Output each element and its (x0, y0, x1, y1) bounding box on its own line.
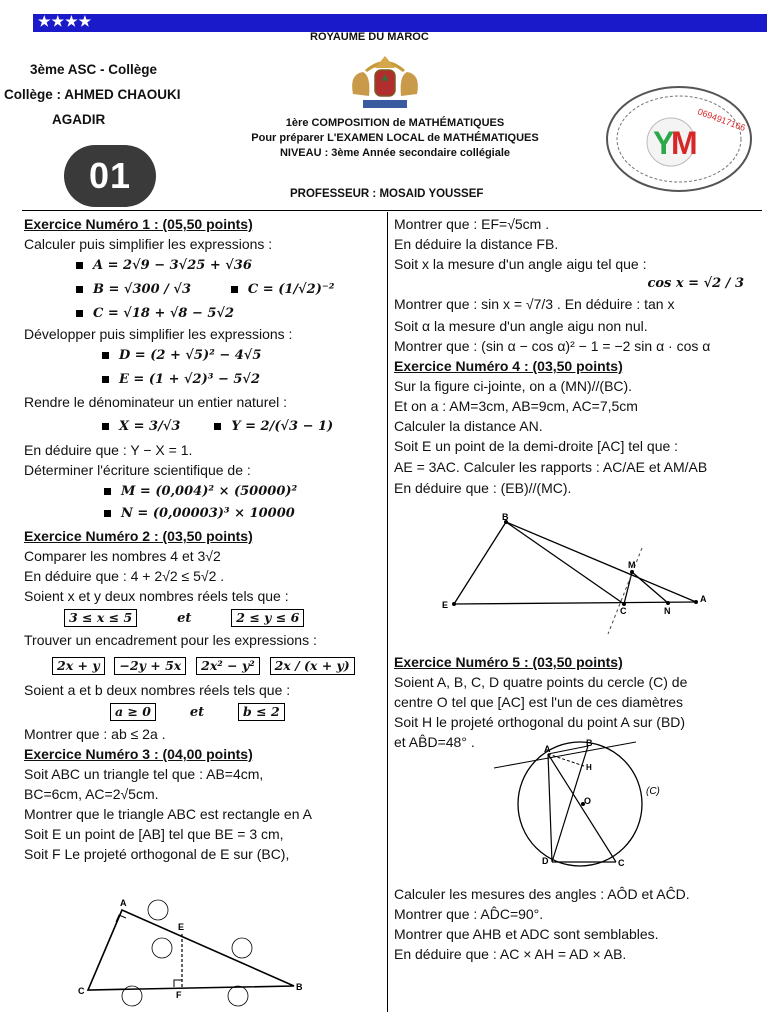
ex3-line-1: Soit ABC un triangle tel que : AB=4cm, (24, 766, 264, 782)
right-column-lower (394, 652, 764, 752)
ex5-line-1: Soient A, B, C, D quatre points du cercle (C) de (394, 674, 688, 690)
svg-text:0694917166: 0694917166 (696, 106, 747, 134)
bullet-icon (214, 423, 221, 430)
ex1-expr-M: M = (0,004)² × (50000)² (121, 484, 298, 499)
bullet-icon (102, 352, 109, 359)
stars-rating: ★★★★ (38, 13, 93, 29)
ex3-cont-line-2: En déduire la distance FB. (394, 236, 559, 252)
bullet-icon (104, 510, 111, 517)
class-level: 3ème ASC - Collège (30, 62, 158, 77)
exercise-1-title: Exercice Numéro 1 : (05,50 points) (24, 216, 253, 232)
ex4-line-1: Sur la figure ci-jointe, on a (MN)//(BC). (394, 378, 633, 394)
label-A: A (120, 898, 127, 908)
teacher-stamp-logo (605, 84, 753, 194)
ex1-expr-C2: C = √18 + √8 − 5√2 (93, 306, 235, 321)
ex1-expr-B: B = √300 / √3 (93, 282, 192, 297)
city-name: AGADIR (52, 112, 106, 127)
ex2-condition-b: b ≤ 2 (238, 703, 285, 721)
ex1-instruction-5: Déterminer l'écriture scientifique de : (24, 462, 251, 478)
right-column-bottom (394, 884, 764, 964)
ex1-instruction-2: Développer puis simplifier les expressions : (24, 326, 293, 342)
ex3-line-5: Soit F Le projeté orthogonal de E sur (BC), (24, 846, 290, 862)
bullet-icon (76, 262, 83, 269)
label-A: A (544, 744, 551, 754)
ex2-condition-x: 3 ≤ x ≤ 5 (64, 609, 137, 627)
label-D: D (542, 856, 549, 866)
label-E: E (178, 922, 185, 932)
level-title: NIVEAU : 3ème Année secondaire collégiale (279, 147, 511, 159)
kingdom-title: ROYAUME DU MAROC (310, 31, 429, 43)
ex2-expr-2: −2y + 5x (114, 657, 186, 675)
exercise-4-title: Exercice Numéro 4 : (03,50 points) (394, 358, 623, 374)
exercise-5-title: Exercice Numéro 5 : (03,50 points) (394, 654, 623, 670)
bullet-icon (102, 423, 109, 430)
ex2-line-5: Soient a et b deux nombres réels tels que : (24, 682, 291, 698)
header-divider (22, 210, 762, 211)
ex3-line-2: BC=6cm, AC=2√5cm. (24, 786, 159, 802)
ex1-instruction-4: En déduire que : Y − X = 1. (24, 442, 193, 458)
ex2-line-4: Trouver un encadrement pour les expressions : (24, 632, 317, 648)
ex3-cont-line-4: Montrer que : sin x = √7/3 . En déduire : tan x (394, 296, 675, 312)
top-color-bar (33, 14, 767, 32)
ex2-expr-4: 2x / (x + y) (270, 657, 355, 675)
label-N: N (664, 606, 671, 616)
ex3-triangle-figure (70, 894, 320, 1014)
ex3-cont-line-5: Soit α la mesure d'un angle aigu non nul. (394, 318, 648, 334)
right-column (394, 214, 764, 498)
label-M: M (628, 560, 636, 570)
ex4-line-4: Soit E un point de la demi-droite [AC] tel que : (394, 438, 679, 454)
svg-text:Y: Y (653, 125, 675, 161)
ex2-and-2: et (189, 705, 205, 720)
ex1-expr-D: D = (2 + √5)² − 4√5 (119, 348, 262, 363)
ex1-expr-X: X = 3/√3 (119, 419, 181, 434)
ex1-expr-C1: C = (1/√2)⁻² (247, 282, 335, 297)
ex5-line-3: Soit H le projeté orthogonal du point A sur (BD) (394, 714, 686, 730)
ex1-expr-E: E = (1 + √2)³ − 5√2 (119, 372, 261, 387)
left-column (24, 214, 384, 864)
bullet-icon (104, 488, 111, 495)
label-A: A (700, 594, 707, 604)
coat-of-arms-icon (345, 50, 425, 112)
svg-text:M: M (671, 125, 698, 161)
ex2-line-1: Comparer les nombres 4 et 3√2 (24, 548, 221, 564)
label-H: H (586, 763, 592, 772)
label-C: C (620, 606, 627, 616)
column-divider (387, 212, 388, 1012)
composition-title: 1ère COMPOSITION de MATHÉMATIQUES (285, 117, 505, 129)
ex5-line-7: Montrer que AHB et ADC sont semblables. (394, 926, 659, 942)
ex5-line-8: En déduire que : AC × AH = AD × AB. (394, 946, 627, 962)
ex2-expr-3: 2x² − y² (196, 657, 260, 675)
ex4-line-5: AE = 3AC. Calculer les rapports : AC/AE et AM/AB (394, 459, 708, 475)
ex4-triangle-figure (438, 510, 718, 640)
ex5-line-4: et AB̂D=48° . (394, 734, 475, 750)
bullet-icon (76, 310, 83, 317)
label-B: B (586, 738, 593, 748)
ex2-line-2: En déduire que : 4 + 2√2 ≤ 5√2 . (24, 568, 225, 584)
exam-title: Pour préparer L'EXAMEN LOCAL de MATHÉMATIQUES (251, 132, 539, 144)
ex5-line-2: centre O tel que [AC] est l'un de ces diamètres (394, 694, 684, 710)
exam-number-badge: 01 (64, 145, 156, 207)
professor-name: PROFESSEUR : MOSAID YOUSSEF (290, 188, 484, 200)
label-F: F (176, 990, 182, 1000)
label-O: O (584, 796, 592, 806)
label-B: B (296, 982, 303, 992)
ex3-cont-line-6: Montrer que : (sin α − cos α)² − 1 = −2 sin α · cos α (394, 338, 711, 354)
ex1-expr-Y: Y = 2/(√3 − 1) (231, 419, 334, 434)
ex2-and: et (177, 611, 192, 626)
ex3-line-3: Montrer que le triangle ABC est rectangle en A (24, 806, 312, 822)
label-B: B (502, 512, 509, 522)
ex4-line-3: Calculer la distance AN. (394, 418, 543, 434)
ex1-expr-A: A = 2√9 − 3√25 + √36 (93, 258, 252, 273)
ex2-expr-1: 2x + y (52, 657, 105, 675)
label-E: E (442, 600, 449, 610)
ex2-line-6: Montrer que : ab ≤ 2a . (24, 726, 166, 742)
ex3-line-4: Soit E un point de [AB] tel que BE = 3 cm, (24, 826, 284, 842)
label-C: C (618, 858, 625, 868)
bullet-icon (102, 376, 109, 383)
ex5-circle-figure (488, 738, 668, 874)
ex1-expr-N: N = (0,00003)³ × 10000 (121, 506, 295, 521)
label-C: C (78, 986, 85, 996)
ex3-cont-line-1: Montrer que : EF=√5cm . (394, 216, 550, 232)
ex3-cont-line-3: Soit x la mesure d'un angle aigu tel que : (394, 256, 647, 272)
ex5-line-6: Montrer que : AD̂C=90°. (394, 906, 544, 922)
cos-formula: cos x = √2 / 3 (647, 276, 744, 291)
ex1-instruction-3: Rendre le dénominateur un entier naturel : (24, 394, 288, 410)
ex5-line-5: Calculer les mesures des angles : AÔD et AĈD. (394, 886, 690, 902)
ex2-condition-y: 2 ≤ y ≤ 6 (231, 609, 304, 627)
label-circle: (C) (646, 786, 660, 797)
ex1-instruction-1: Calculer puis simplifier les expressions : (24, 236, 273, 252)
college-name: Collège : AHMED CHAOUKI (4, 87, 181, 102)
ex4-line-6: En déduire que : (EB)//(MC). (394, 480, 572, 496)
bullet-icon (76, 286, 83, 293)
bullet-icon (231, 286, 238, 293)
exercise-2-title: Exercice Numéro 2 : (03,50 points) (24, 528, 253, 544)
ex2-condition-a: a ≥ 0 (110, 703, 156, 721)
ex2-line-3: Soient x et y deux nombres réels tels que : (24, 588, 289, 604)
exercise-3-title: Exercice Numéro 3 : (04,00 points) (24, 746, 253, 762)
ex4-line-2: Et on a : AM=3cm, AB=9cm, AC=7,5cm (394, 398, 638, 414)
